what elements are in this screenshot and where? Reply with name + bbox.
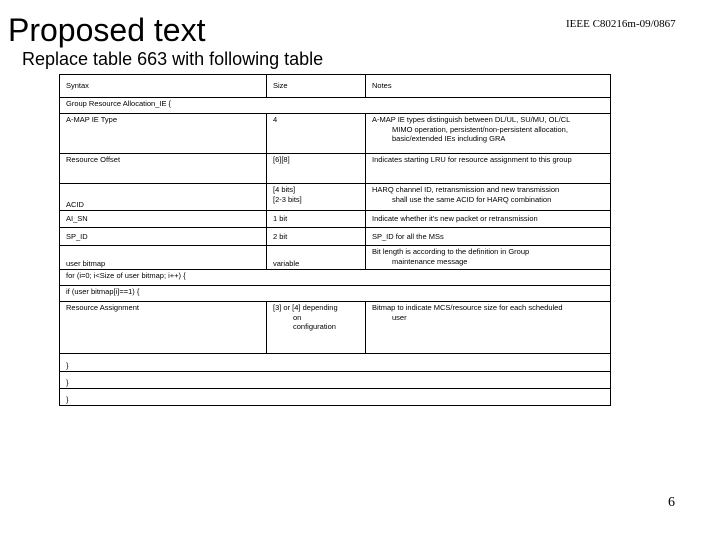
table-row [60,98,611,114]
notes-line: user [392,312,407,322]
syntax-cell: user bitmap [60,246,267,270]
notes-cell [366,246,611,270]
size-line: [4 bits] [273,185,296,194]
size-cell: [6][8] [267,154,366,184]
syntax-table [59,74,611,406]
slide-title: Proposed text [8,12,206,48]
closing-brace-row: } [60,372,611,389]
notes-cell: Indicates starting LRU for resource assignment to this group [366,154,611,184]
syntax-cell: Resource Offset [60,154,267,184]
notes-line: HARQ channel ID, retransmission and new transmission [372,185,560,194]
page-number: 6 [668,495,675,510]
notes-cell [366,114,611,154]
syntax-cell: A-MAP IE Type [60,114,267,154]
syntax-cell: Resource Assignment [60,302,267,354]
column-header-size: Size [267,75,366,98]
syntax-cell: SP_ID [60,228,267,246]
group-row: Group Resource Allocation_IE { [60,98,611,114]
notes-line: Bit length is according to the definition in Group [372,247,530,256]
notes-cell: Indicate whether it's new packet or retransmission [366,211,611,228]
notes-line: shall use the same ACID for HARQ combination [392,194,552,204]
table-row [60,211,611,228]
notes-line: maintenance message [392,256,468,266]
size-cell: 2 bit [267,228,366,246]
notes-cell: SP_ID for all the MSs [366,228,611,246]
table-row [60,114,611,154]
closing-brace-row: } [60,389,611,406]
syntax-cell: ACID [60,184,267,211]
notes-cell [366,184,611,211]
for-loop-row: for (i=0; i<Size of user bitmap; i++) { [60,270,611,286]
size-cell [267,302,366,354]
notes-line: Bitmap to indicate MCS/resource size for each scheduled [372,303,563,312]
size-line: [3] or [4] depending [273,303,338,312]
column-header-syntax: Syntax [60,75,267,98]
syntax-cell: AI_SN [60,211,267,228]
if-condition-row: if (user bitmap[i]==1) { [60,286,611,302]
notes-line: A-MAP IE types distinguish between DL/UL, SU/MU, OL/CL [372,115,571,124]
table-header-row [60,75,611,98]
closing-brace-row: } [60,354,611,372]
column-header-notes: Notes [366,75,611,98]
table-row [60,228,611,246]
size-line: on [293,312,302,322]
table-row [60,286,611,302]
size-cell: variable [267,246,366,270]
table-row [60,270,611,286]
table-row [60,154,611,184]
size-line: configuration [293,322,336,331]
table-row [60,389,611,406]
size-cell [267,184,366,211]
size-cell: 4 [267,114,366,154]
table-row [60,354,611,372]
table-row [60,302,611,354]
slide-subtitle: Replace table 663 with following table [22,49,324,69]
notes-line: MIMO operation, persistent/non-persistent allocation, basic/extended IEs including GRA [392,124,568,143]
table-row [60,372,611,389]
table-row [60,184,611,211]
document-id: IEEE C80216m-09/0867 [566,18,676,30]
table-row [60,246,611,270]
notes-cell [366,302,611,354]
size-cell: 1 bit [267,211,366,228]
size-line: [2-3 bits] [273,194,302,204]
